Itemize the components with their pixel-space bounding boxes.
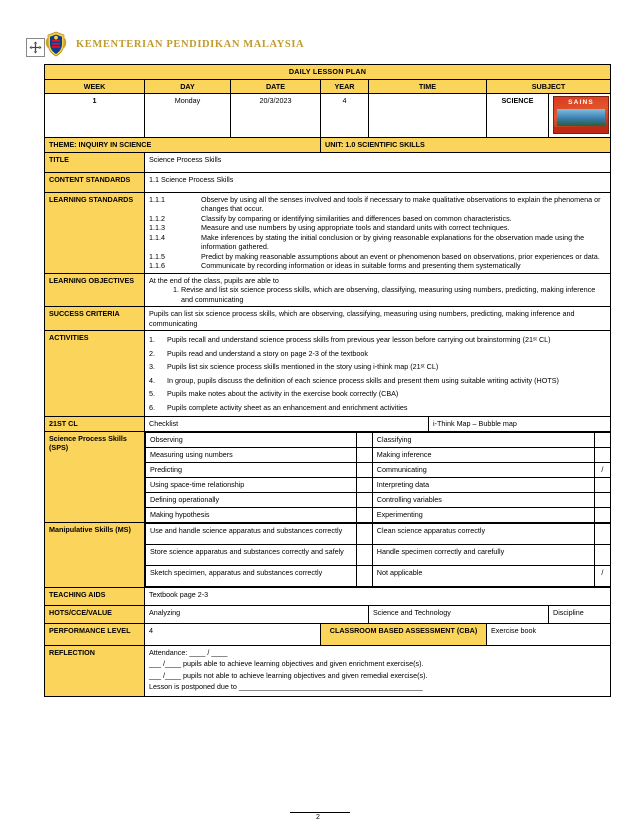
row-value-teaching-aids: Textbook page 2-3 xyxy=(145,587,611,605)
header-time: TIME xyxy=(369,79,487,94)
footer-divider xyxy=(290,812,350,813)
theme-label: THEME: INQUIRY IN SCIENCE xyxy=(45,138,321,153)
table-row-activities xyxy=(45,331,611,417)
document-title: DAILY LESSON PLAN xyxy=(45,65,611,80)
row-value-reflection xyxy=(145,645,611,696)
ls-text: Make inferences by stating the initial conclusion or by giving reasonable explanations for the observation made using the information gathered. xyxy=(201,232,585,251)
ls-text: Observe by using all the senses involved and tools if necessary to make qualitative observations to explain the phenomena or changes that occur. xyxy=(201,194,601,213)
reflection-line: Lesson is postponed due to ______________________________________________ xyxy=(149,682,423,691)
sps-left-label: Predicting xyxy=(146,462,357,477)
ms-row xyxy=(146,523,611,544)
activity-item xyxy=(149,335,606,345)
ls-code: 1.1.4 xyxy=(149,232,165,242)
row-value-learning-objectives xyxy=(145,273,611,307)
row-label-teaching-aids: TEACHING AIDS xyxy=(45,587,145,605)
value-date: 20/3/2023 xyxy=(231,94,321,138)
table-row-performance-level xyxy=(45,623,611,645)
table-row-teaching-aids xyxy=(45,587,611,605)
table-row-title-band xyxy=(45,65,611,80)
activity-item xyxy=(149,362,606,372)
ls-code: 1.1.1 xyxy=(149,194,165,204)
row-label-learning-objectives: LEARNING OBJECTIVES xyxy=(45,273,145,307)
ms-left-mark[interactable] xyxy=(357,565,372,586)
sps-subtable xyxy=(145,432,611,523)
sps-left-label: Using space-time relationship xyxy=(146,477,357,492)
activity-number: 4. xyxy=(149,375,155,385)
ms-left-label: Store science apparatus and substances correctly and safely xyxy=(146,544,357,565)
ministry-title: KEMENTERIAN PENDIDIKAN MALAYSIA xyxy=(76,38,305,50)
activity-item xyxy=(149,403,606,413)
row-value-content-standards: 1.1 Science Process Skills xyxy=(145,172,611,192)
daily-lesson-plan-table xyxy=(44,64,611,697)
ls-code: 1.1.3 xyxy=(149,223,165,232)
sps-right-mark[interactable] xyxy=(595,447,610,462)
ls-code: 1.1.6 xyxy=(149,261,165,270)
table-row-manipulative-skills xyxy=(45,523,611,588)
activity-number: 2. xyxy=(149,348,155,358)
header-day: DAY xyxy=(145,79,231,94)
ms-row xyxy=(146,565,611,586)
row-label-reflection: REFLECTION xyxy=(45,645,145,696)
learning-standard-item xyxy=(149,252,606,262)
sps-left-label: Measuring using numbers xyxy=(146,447,357,462)
value-day: Monday xyxy=(145,94,231,138)
cba-label: CLASSROOM BASED ASSESSMENT (CBA) xyxy=(321,623,487,645)
sps-row xyxy=(146,447,611,462)
learning-standard-item xyxy=(149,195,606,214)
sps-right-label: Interpreting data xyxy=(372,477,594,492)
sps-right-mark[interactable] xyxy=(595,492,610,507)
sps-left-label: Making hypothesis xyxy=(146,507,357,522)
sps-left-mark[interactable] xyxy=(357,447,372,462)
sps-right-label: Making inference xyxy=(372,447,594,462)
ms-subtable xyxy=(145,523,611,587)
sps-row xyxy=(146,507,611,522)
ls-text: Measure and use numbers by using appropriate tools and standard units with correct techniques. xyxy=(201,223,510,232)
row-value-performance-level: 4 xyxy=(145,623,321,645)
ls-text: Classify by comparing or identifying similarities and differences based on common characteristics. xyxy=(201,213,512,223)
activity-text: Pupils list six science process skills mentioned in the story using i-think map (21ˢᵗ CL) xyxy=(167,362,439,371)
table-row-theme-unit xyxy=(45,138,611,153)
activity-item xyxy=(149,389,606,399)
ms-left-mark[interactable] xyxy=(357,544,372,565)
ms-right-mark[interactable] xyxy=(595,523,610,544)
sps-left-mark[interactable] xyxy=(357,507,372,522)
row-label-content-standards: CONTENT STANDARDS xyxy=(45,172,145,192)
activity-text: Pupils read and understand a story on page 2-3 of the textbook xyxy=(167,348,368,358)
ls-code: 1.1.5 xyxy=(149,251,165,261)
value-week: 1 xyxy=(45,94,145,138)
ms-left-mark[interactable] xyxy=(357,523,372,544)
sps-right-mark[interactable] xyxy=(595,507,610,522)
value-subject: SCIENCE xyxy=(487,94,549,138)
header-date: DATE xyxy=(231,79,321,94)
move-handle-icon[interactable] xyxy=(26,38,45,57)
row-label-performance-level: PERFORMANCE LEVEL xyxy=(45,623,145,645)
row-label-success-criteria: SUCCESS CRITERIA xyxy=(45,307,145,331)
row-label-sps: Science Process Skills (SPS) xyxy=(45,431,145,523)
table-row-title xyxy=(45,152,611,172)
sps-row xyxy=(146,492,611,507)
header-week: WEEK xyxy=(45,79,145,94)
row-label-learning-standards: LEARNING STANDARDS xyxy=(45,192,145,273)
activity-text: Pupils complete activity sheet as an enhancement and enrichment activities xyxy=(167,402,408,412)
activity-text: In group, pupils discuss the definition of each science process skills and present them using suitable writing activity (HOTS) xyxy=(167,375,559,385)
learning-standard-item xyxy=(149,233,606,252)
sps-right-label: Controlling variables xyxy=(372,492,594,507)
table-row-science-process-skills xyxy=(45,431,611,523)
activity-item xyxy=(149,349,606,359)
learning-standard-item xyxy=(149,223,606,233)
row-value-hots-2: Science and Technology xyxy=(369,605,549,623)
table-row-success-criteria xyxy=(45,307,611,331)
unit-label: UNIT: 1.0 SCIENTIFIC SKILLS xyxy=(321,138,611,153)
ms-right-label: Clean science apparatus correctly xyxy=(372,523,594,544)
activity-number: 5. xyxy=(149,389,155,398)
row-label-title: TITLE xyxy=(45,152,145,172)
sps-row xyxy=(146,477,611,492)
row-label-ms: Manipulative Skills (MS) xyxy=(45,523,145,588)
value-year: 4 xyxy=(321,94,369,138)
activity-number: 1. xyxy=(149,335,155,344)
ms-left-label: Use and handle science apparatus and substances correctly xyxy=(146,523,357,544)
row-value-21st-cl-left: Checklist xyxy=(145,417,429,432)
reflection-line: ___ /____ pupils able to achieve learning objectives and given enrichment exercise(s). xyxy=(149,659,424,668)
sps-right-mark[interactable] xyxy=(595,477,610,492)
row-label-21st-cl: 21ST CL xyxy=(45,417,145,432)
sps-row xyxy=(146,432,611,447)
value-time xyxy=(369,94,487,138)
lo-intro: At the end of the class, pupils are able to xyxy=(149,275,279,285)
activity-text: Pupils recall and understand science process skills from previous year lesson before carrying out brainstorming (21ˢᵗ CL) xyxy=(167,335,551,344)
sps-right-label: Experimenting xyxy=(372,507,594,522)
table-row-hots xyxy=(45,605,611,623)
ms-right-label: Handle specimen correctly and carefully xyxy=(372,544,594,565)
sps-left-mark[interactable] xyxy=(357,432,372,447)
ls-text: Predict by making reasonable assumptions about an event or phenomenon based on observations, prior experiences or data. xyxy=(201,251,600,261)
sps-left-label: Observing xyxy=(146,432,357,447)
ministry-header xyxy=(44,30,610,58)
sps-right-label: Communicating xyxy=(372,462,594,477)
activity-number: 6. xyxy=(149,402,155,412)
row-value-ms xyxy=(145,523,611,588)
reflection-line: ___ /____ pupils not able to achieve learning objectives and given remedial exercise(s). xyxy=(149,670,428,680)
ms-right-mark[interactable] xyxy=(595,544,610,565)
row-value-title: Science Process Skills xyxy=(145,152,611,172)
row-label-activities: ACTIVITIES xyxy=(45,331,145,417)
cba-value: Exercise book xyxy=(487,623,611,645)
activity-number: 3. xyxy=(149,362,155,371)
ms-row xyxy=(146,544,611,565)
reflection-line: Attendance: ____ / ____ xyxy=(149,647,228,657)
row-value-activities xyxy=(145,331,611,417)
row-value-success-criteria: Pupils can list six science process skills, which are observing, classifying, measuring using numbers, predicting, making inference and communicating xyxy=(145,307,611,331)
malaysia-coat-of-arms-icon xyxy=(44,31,68,57)
row-value-21st-cl-right: i-Think Map – Bubble map xyxy=(429,417,611,432)
textbook-cover-title: SAINS xyxy=(568,99,594,106)
sps-right-label: Classifying xyxy=(372,432,594,447)
sps-row xyxy=(146,462,611,477)
activity-text: Pupils make notes about the activity in the exercise book correctly (CBA) xyxy=(167,389,399,398)
row-value-hots-1: Analyzing xyxy=(145,605,369,623)
textbook-cover-image xyxy=(549,94,611,138)
ls-text: Communicate by recording information or ideas in suitable forms and presenting them systematically xyxy=(201,261,521,270)
table-row-learning-standards xyxy=(45,192,611,273)
activity-item xyxy=(149,376,606,386)
table-row-learning-objectives xyxy=(45,273,611,307)
sps-left-mark[interactable] xyxy=(357,462,372,477)
ms-right-label: Not applicable xyxy=(372,565,594,586)
table-row-21st-cl xyxy=(45,417,611,432)
row-value-sps xyxy=(145,431,611,523)
sps-left-mark[interactable] xyxy=(357,477,372,492)
row-value-learning-standards xyxy=(145,192,611,273)
learning-standard-item xyxy=(149,214,606,224)
learning-standard-item xyxy=(149,261,606,271)
header-subject: SUBJECT xyxy=(487,79,611,94)
sps-left-label: Defining operationally xyxy=(146,492,357,507)
lo-item: 1. Revise and list six science process skills, which are observing, classifying, measuring using numbers, predicting, making inference and communicating xyxy=(181,285,606,304)
row-label-hots: HOTS/CCE/VALUE xyxy=(45,605,145,623)
ms-right-mark[interactable]: / xyxy=(595,565,610,586)
sps-left-mark[interactable] xyxy=(357,492,372,507)
table-row-column-headers xyxy=(45,79,611,94)
sps-right-mark[interactable] xyxy=(595,432,610,447)
table-row-header-values xyxy=(45,94,611,138)
row-value-hots-3: Discipline xyxy=(549,605,611,623)
sps-right-mark[interactable]: / xyxy=(595,462,610,477)
page-number: 2 xyxy=(316,814,320,821)
table-row-content-standards xyxy=(45,172,611,192)
ms-left-label: Sketch specimen, apparatus and substances correctly xyxy=(146,565,357,586)
ls-code: 1.1.2 xyxy=(149,213,165,223)
header-year: YEAR xyxy=(321,79,369,94)
table-row-reflection xyxy=(45,645,611,696)
